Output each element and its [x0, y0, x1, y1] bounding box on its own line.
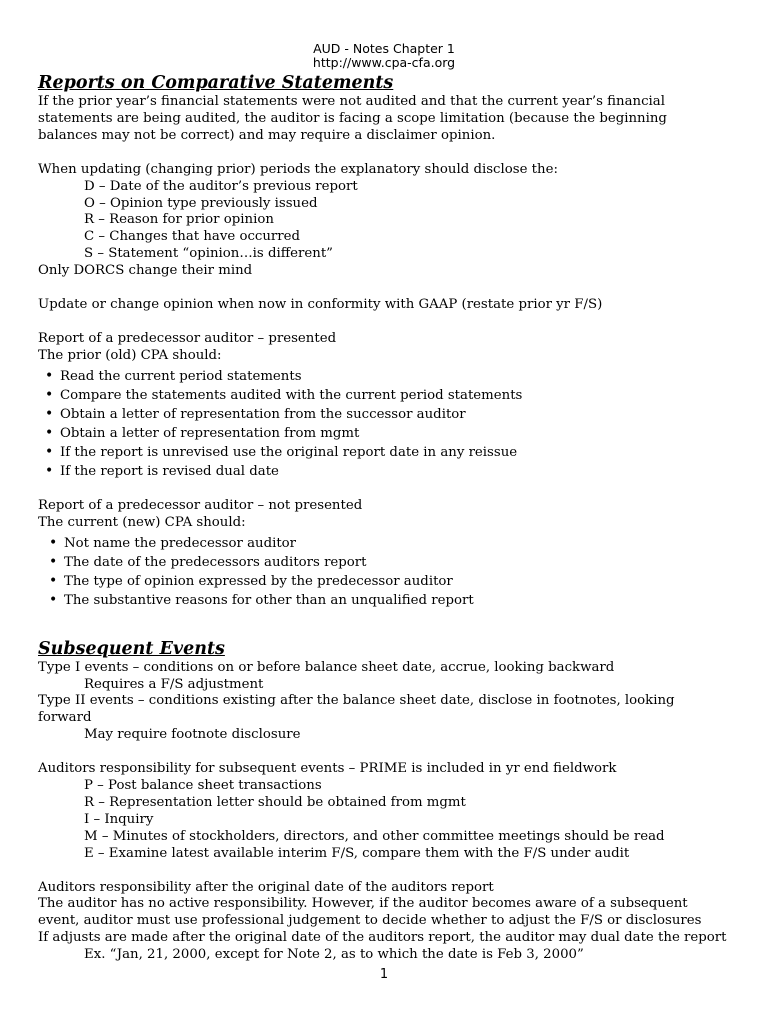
prime-lead: Auditors responsibility for subsequent events – PRIME is included in yr end fieldwork — [38, 761, 617, 777]
list-item: M – Minutes of stockholders, directors, and other committee meetings should be read — [84, 828, 665, 844]
list-item: C – Changes that have occurred — [84, 229, 300, 245]
section-heading-subsequent-events: Subsequent Events — [38, 638, 225, 659]
list-item: S – Statement “opinion…is different” — [84, 246, 333, 262]
list-item: • The type of opinion expressed by the predecessor auditor — [38, 572, 728, 591]
list-item: • Obtain a letter of representation from mgmt — [38, 424, 728, 443]
list-item: • Not name the predecessor auditor — [38, 534, 728, 553]
document-body — [38, 72, 728, 964]
list-item: • The date of the predecessors auditors report — [38, 553, 728, 572]
after-report-title: Auditors responsibility after the original date of the auditors report — [38, 879, 494, 895]
list-item: • If the report is unrevised use the original report date in any reissue — [38, 443, 728, 462]
list-item: E – Examine latest available interim F/S, compare them with the F/S under audit — [84, 845, 630, 861]
list-item: R – Reason for prior opinion — [84, 212, 274, 228]
list-item: I – Inquiry — [84, 811, 154, 827]
list-item: • Compare the statements audited with the current period statements — [38, 386, 728, 405]
after-report-body: The auditor has no active responsibility. However, if the auditor becomes aware of a subsequent event, auditor must use professional judgement to decide whether to adjust the F/S or disclosures — [38, 896, 702, 929]
list-item: • If the report is revised dual date — [38, 462, 728, 481]
type2-events: Type II events – conditions existing after the balance sheet date, disclose in footnotes, looking forward — [38, 693, 675, 726]
type1-events: Type I events – conditions on or before balance sheet date, accrue, looking backward — [38, 659, 615, 675]
predecessor-presented-title: Report of a predecessor auditor – presented — [38, 330, 337, 346]
prime-list — [38, 778, 728, 863]
dorcs-list — [38, 179, 728, 264]
type2-sub: May require footnote disclosure — [84, 727, 301, 743]
predecessor-presented-list — [38, 367, 728, 481]
page-number: 1 — [379, 967, 389, 982]
example-line: Ex. “Jan, 21, 2000, except for Note 2, as to which the date is Feb 3, 2000” — [84, 947, 584, 963]
list-item: • Read the current period statements — [38, 367, 728, 386]
predecessor-not-presented-title: Report of a predecessor auditor – not presented — [38, 497, 363, 513]
dorcs-note: Only DORCS change their mind — [38, 263, 253, 279]
section-heading-comparative: Reports on Comparative Statements — [38, 73, 394, 93]
adjust-note: If adjusts are made after the original date of the auditors report, the auditor may dual date the report — [38, 930, 727, 946]
updating-lead: When updating (changing prior) periods the explanatory should disclose the: — [38, 161, 558, 177]
list-item: P – Post balance sheet transactions — [84, 778, 322, 794]
list-item: • The substantive reasons for other than an unqualified report — [38, 591, 728, 610]
predecessor-not-presented-lead: The current (new) CPA should: — [38, 514, 246, 530]
type1-sub: Requires a F/S adjustment — [84, 676, 264, 692]
list-item: R – Representation letter should be obtained from mgmt — [84, 794, 466, 810]
intro-paragraph: If the prior year’s financial statements were not audited and that the current year’s financial statements are being audited, the auditor is facing a scope limitation (because the beginning balances may not be correct) and may require a disclaimer opinion. — [38, 94, 667, 143]
list-item: O – Opinion type previously issued — [84, 195, 318, 211]
list-item: • Obtain a letter of representation from the successor auditor — [38, 405, 728, 424]
update-note: Update or change opinion when now in conformity with GAAP (restate prior yr F/S) — [38, 297, 603, 313]
list-item: D – Date of the auditor’s previous report — [84, 178, 358, 194]
header-url: http://www.cpa-cfa.org — [312, 55, 456, 70]
predecessor-not-presented-list — [38, 534, 728, 610]
predecessor-presented-lead: The prior (old) CPA should: — [38, 347, 222, 363]
page-header — [0, 42, 768, 70]
header-title: AUD - Notes Chapter 1 — [313, 41, 455, 56]
